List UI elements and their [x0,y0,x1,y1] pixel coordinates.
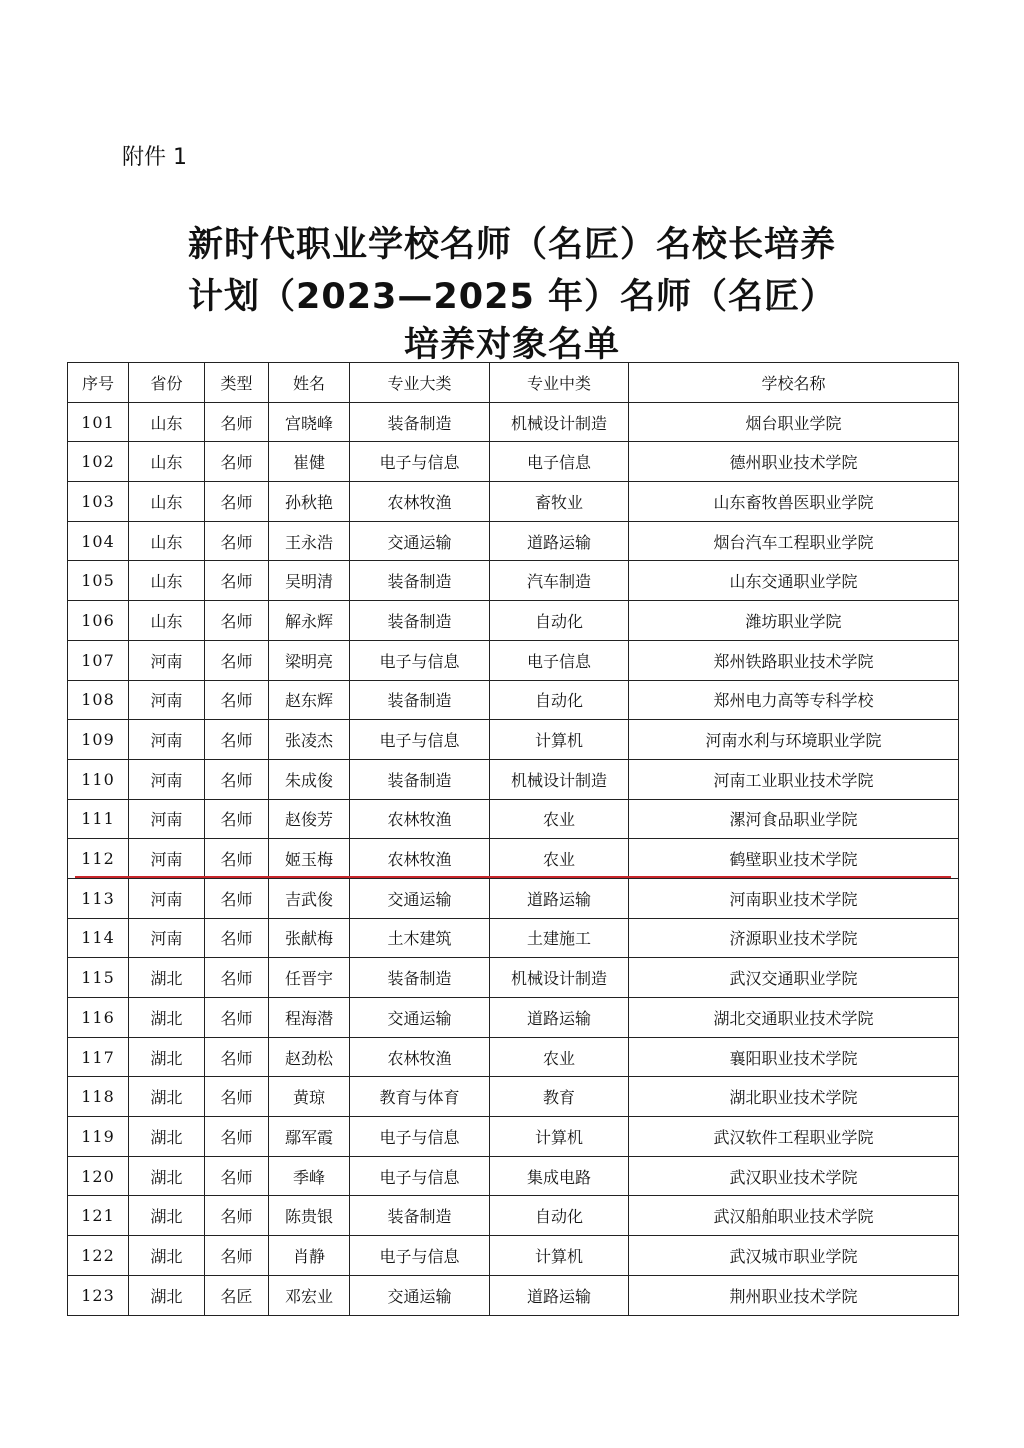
cell-type: 名师 [205,958,269,998]
table-row [68,958,959,998]
cell-school-name: 武汉交通职业学院 [629,958,959,998]
document-title-line-3: 培养对象名单 [403,325,620,365]
cell-name: 梁明亮 [269,640,350,680]
document-title-line-1: 新时代职业学校名师（名匠）名校长培养 [187,225,836,265]
cell-name: 鄢军霞 [269,1117,350,1157]
header-major-category: 专业大类 [350,363,490,403]
red-underline-mark [75,876,951,878]
cell-type: 名师 [205,1196,269,1236]
table-row [68,1077,959,1117]
cell-index: 108 [68,680,129,720]
cell-index: 121 [68,1196,129,1236]
cell-major-category: 交通运输 [350,521,490,561]
cell-school-name: 德州职业技术学院 [629,442,959,482]
cell-major-subcategory: 自动化 [490,601,629,641]
cell-name: 任晋宇 [269,958,350,998]
cell-province: 河南 [129,799,205,839]
header-index: 序号 [68,363,129,403]
cell-province: 山东 [129,482,205,522]
cell-name: 崔健 [269,442,350,482]
cell-major-category: 装备制造 [350,601,490,641]
cell-major-subcategory: 计算机 [490,1117,629,1157]
cell-major-category: 装备制造 [350,561,490,601]
cell-major-subcategory: 道路运输 [490,878,629,918]
cell-type: 名师 [205,759,269,799]
table-row [68,1037,959,1077]
cell-major-category: 交通运输 [350,878,490,918]
cell-major-subcategory: 畜牧业 [490,482,629,522]
cell-major-category: 电子与信息 [350,1236,490,1276]
cell-province: 湖北 [129,1236,205,1276]
cell-name: 王永浩 [269,521,350,561]
cell-major-subcategory: 道路运输 [490,998,629,1038]
cell-province: 河南 [129,839,205,879]
cell-province: 湖北 [129,1077,205,1117]
header-school-name: 学校名称 [629,363,959,403]
cell-province: 山东 [129,402,205,442]
cell-province: 湖北 [129,958,205,998]
table-row [68,640,959,680]
cell-school-name: 漯河食品职业学院 [629,799,959,839]
cell-province: 湖北 [129,998,205,1038]
cell-type: 名师 [205,1077,269,1117]
cell-school-name: 郑州电力高等专科学校 [629,680,959,720]
cell-school-name: 烟台汽车工程职业学院 [629,521,959,561]
table-row [68,1156,959,1196]
cell-type: 名师 [205,1117,269,1157]
table-row [68,918,959,958]
cell-major-subcategory: 计算机 [490,720,629,760]
cell-index: 104 [68,521,129,561]
cell-major-subcategory: 电子信息 [490,442,629,482]
cell-school-name: 河南工业职业技术学院 [629,759,959,799]
cell-province: 湖北 [129,1275,205,1315]
cell-major-category: 农林牧渔 [350,482,490,522]
document-title-line-2: 计划（2023—2025 年）名师（名匠） [187,277,836,317]
cell-major-category: 电子与信息 [350,442,490,482]
cell-major-subcategory: 农业 [490,799,629,839]
table-row [68,1275,959,1315]
cell-index: 120 [68,1156,129,1196]
cell-type: 名师 [205,640,269,680]
cell-type: 名师 [205,402,269,442]
cell-name: 季峰 [269,1156,350,1196]
cell-major-subcategory: 自动化 [490,1196,629,1236]
cell-major-category: 装备制造 [350,402,490,442]
cell-major-category: 农林牧渔 [350,1037,490,1077]
cell-major-category: 装备制造 [350,680,490,720]
cell-major-subcategory: 汽车制造 [490,561,629,601]
cell-major-category: 电子与信息 [350,640,490,680]
table-row [68,1117,959,1157]
table-row [68,998,959,1038]
cell-type: 名师 [205,561,269,601]
cell-name: 肖静 [269,1236,350,1276]
cell-index: 113 [68,878,129,918]
cell-name: 朱成俊 [269,759,350,799]
cell-index: 117 [68,1037,129,1077]
cell-index: 109 [68,720,129,760]
cell-school-name: 河南职业技术学院 [629,878,959,918]
attachment-label: 附件 1 [122,145,187,170]
cell-index: 116 [68,998,129,1038]
cell-major-subcategory: 土建施工 [490,918,629,958]
cell-name: 宫晓峰 [269,402,350,442]
cell-province: 湖北 [129,1196,205,1236]
table-row [68,402,959,442]
cell-index: 103 [68,482,129,522]
cell-major-subcategory: 机械设计制造 [490,402,629,442]
cell-type: 名师 [205,521,269,561]
cell-name: 陈贵银 [269,1196,350,1236]
table-row [68,680,959,720]
cell-school-name: 湖北交通职业技术学院 [629,998,959,1038]
cell-province: 河南 [129,918,205,958]
table-row [68,839,959,879]
cell-major-category: 电子与信息 [350,1156,490,1196]
cell-school-name: 山东畜牧兽医职业学院 [629,482,959,522]
cell-school-name: 襄阳职业技术学院 [629,1037,959,1077]
cell-major-category: 教育与体育 [350,1077,490,1117]
cell-major-category: 农林牧渔 [350,839,490,879]
cell-index: 102 [68,442,129,482]
cell-major-category: 装备制造 [350,958,490,998]
cell-province: 山东 [129,442,205,482]
table-header-row [68,363,959,403]
cell-school-name: 潍坊职业学院 [629,601,959,641]
cell-province: 山东 [129,521,205,561]
cell-type: 名师 [205,799,269,839]
cell-school-name: 郑州铁路职业技术学院 [629,640,959,680]
table-row [68,601,959,641]
cell-type: 名师 [205,1236,269,1276]
table-row [68,1196,959,1236]
cell-major-subcategory: 自动化 [490,680,629,720]
cell-school-name: 湖北职业技术学院 [629,1077,959,1117]
header-major-subcategory: 专业中类 [490,363,629,403]
cell-index: 123 [68,1275,129,1315]
table-row [68,720,959,760]
cell-province: 湖北 [129,1117,205,1157]
cell-province: 河南 [129,878,205,918]
cell-type: 名师 [205,998,269,1038]
cell-name: 赵俊芳 [269,799,350,839]
table-row [68,799,959,839]
cell-school-name: 烟台职业学院 [629,402,959,442]
cell-type: 名师 [205,482,269,522]
header-province: 省份 [129,363,205,403]
cell-school-name: 山东交通职业学院 [629,561,959,601]
cell-type: 名师 [205,878,269,918]
cell-province: 山东 [129,601,205,641]
cell-index: 114 [68,918,129,958]
cell-name: 黄琼 [269,1077,350,1117]
cell-major-subcategory: 道路运输 [490,1275,629,1315]
cell-major-category: 农林牧渔 [350,799,490,839]
cell-name: 赵东辉 [269,680,350,720]
cell-province: 河南 [129,720,205,760]
cell-name: 邓宏业 [269,1275,350,1315]
cell-type: 名师 [205,1156,269,1196]
table-row [68,878,959,918]
cell-type: 名师 [205,839,269,879]
cell-name: 孙秋艳 [269,482,350,522]
cell-name: 吴明清 [269,561,350,601]
header-type: 类型 [205,363,269,403]
cell-major-subcategory: 计算机 [490,1236,629,1276]
table-row [68,482,959,522]
cell-school-name: 济源职业技术学院 [629,918,959,958]
table-body [68,402,959,1315]
table-row [68,1236,959,1276]
cell-school-name: 鹤壁职业技术学院 [629,839,959,879]
header-name: 姓名 [269,363,350,403]
cell-major-subcategory: 农业 [490,1037,629,1077]
cell-type: 名师 [205,918,269,958]
cell-index: 107 [68,640,129,680]
table-row [68,521,959,561]
cell-province: 山东 [129,561,205,601]
cell-name: 张献梅 [269,918,350,958]
cell-major-subcategory: 集成电路 [490,1156,629,1196]
cell-name: 姬玉梅 [269,839,350,879]
cell-major-category: 电子与信息 [350,1117,490,1157]
table-row [68,442,959,482]
cell-type: 名师 [205,720,269,760]
cell-major-subcategory: 机械设计制造 [490,759,629,799]
cell-major-category: 装备制造 [350,1196,490,1236]
cell-index: 110 [68,759,129,799]
cell-name: 解永辉 [269,601,350,641]
cell-index: 101 [68,402,129,442]
cell-index: 111 [68,799,129,839]
cell-school-name: 武汉软件工程职业学院 [629,1117,959,1157]
cell-type: 名匠 [205,1275,269,1315]
cell-index: 119 [68,1117,129,1157]
cell-major-subcategory: 机械设计制造 [490,958,629,998]
cell-major-category: 交通运输 [350,998,490,1038]
table-row [68,759,959,799]
cell-index: 105 [68,561,129,601]
cell-index: 106 [68,601,129,641]
cell-index: 122 [68,1236,129,1276]
cell-name: 吉武俊 [269,878,350,918]
cell-index: 118 [68,1077,129,1117]
cell-major-subcategory: 教育 [490,1077,629,1117]
cell-major-category: 交通运输 [350,1275,490,1315]
cell-major-subcategory: 电子信息 [490,640,629,680]
cell-major-category: 装备制造 [350,759,490,799]
cell-name: 程海潜 [269,998,350,1038]
cell-school-name: 武汉城市职业学院 [629,1236,959,1276]
cell-major-category: 土木建筑 [350,918,490,958]
cell-province: 河南 [129,680,205,720]
cell-school-name: 武汉船舶职业技术学院 [629,1196,959,1236]
trainee-list-table [67,362,959,1316]
cell-name: 赵劲松 [269,1037,350,1077]
cell-province: 湖北 [129,1156,205,1196]
cell-school-name: 武汉职业技术学院 [629,1156,959,1196]
cell-type: 名师 [205,601,269,641]
cell-major-subcategory: 农业 [490,839,629,879]
cell-major-category: 电子与信息 [350,720,490,760]
cell-province: 河南 [129,640,205,680]
cell-province: 湖北 [129,1037,205,1077]
cell-province: 河南 [129,759,205,799]
cell-type: 名师 [205,442,269,482]
cell-index: 115 [68,958,129,998]
cell-type: 名师 [205,680,269,720]
cell-school-name: 荆州职业技术学院 [629,1275,959,1315]
cell-type: 名师 [205,1037,269,1077]
cell-index: 112 [68,839,129,879]
table-row [68,561,959,601]
cell-name: 张凌杰 [269,720,350,760]
cell-school-name: 河南水利与环境职业学院 [629,720,959,760]
cell-major-subcategory: 道路运输 [490,521,629,561]
